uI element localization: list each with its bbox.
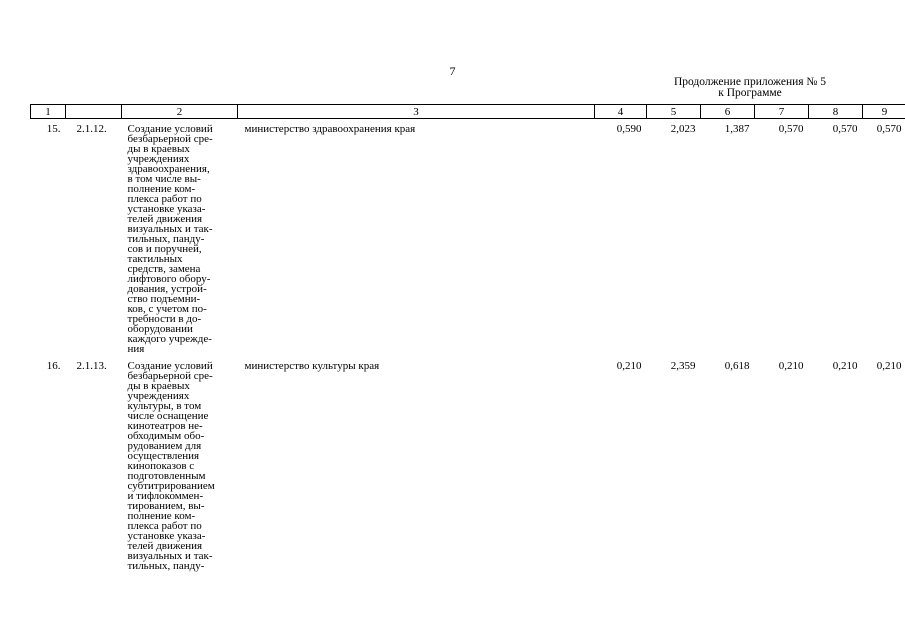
header-col-9: 9 — [863, 105, 905, 119]
row-name-line: тильных, панду- — [127, 233, 205, 245]
row-name-line: установке указа- — [127, 203, 206, 215]
row-number: 15. — [46, 123, 61, 135]
row-value-col-8: 0,570 — [832, 123, 858, 135]
row-value-col-4: 0,590 — [616, 123, 642, 135]
row-value-col-9: 0,570 — [876, 123, 902, 135]
row-name-line: ния — [127, 343, 145, 355]
row-name-line: средств, замена — [127, 263, 201, 275]
row-name-line: ство подъемни- — [127, 293, 201, 305]
row-number: 16. — [46, 360, 61, 372]
row-value-col-7: 0,570 — [778, 123, 804, 135]
row-name-line: плекса работ по — [127, 520, 202, 532]
row-value-col-9: 0,210 — [876, 360, 902, 372]
row-name-line: требности в до- — [127, 313, 202, 325]
row-name-line: рудованием для — [127, 440, 202, 452]
row-name-line: каждого учрежде- — [127, 333, 212, 345]
row-name-line: телей движения — [127, 540, 203, 552]
row-name-line: визуальных и так- — [127, 223, 213, 235]
row-name-line: ды в краевых — [127, 143, 190, 155]
row-name-line: кинопоказов с — [127, 460, 195, 472]
header-col-1: 1 — [31, 105, 66, 119]
table-row — [31, 354, 905, 571]
row-name-line: обходимым обо- — [127, 430, 205, 442]
table-header-row — [31, 105, 905, 119]
row-value-col-7: 0,210 — [778, 360, 804, 372]
row-organization: министерство культуры края — [244, 360, 380, 372]
row-name-line: безбарьерной сре- — [127, 370, 213, 382]
row-value-col-5: 2,023 — [670, 123, 696, 135]
row-name-line: полнение ком- — [127, 510, 196, 522]
row-name-line: тактильных — [127, 253, 183, 265]
row-name-line: тильных, панду- — [127, 560, 205, 572]
header-col-8: 8 — [809, 105, 863, 119]
continuation-line-1: Продолжение приложения № 5 — [673, 76, 827, 88]
row-name-line: плекса работ по — [127, 193, 202, 205]
row-name-line: здравоохранения, — [127, 163, 210, 175]
header-col-code — [66, 105, 122, 119]
row-code: 2.1.13. — [76, 360, 107, 372]
row-name-line: в том числе вы- — [127, 173, 201, 185]
row-name-line: тированием, вы- — [127, 500, 205, 512]
row-name-line: дования, устрой- — [127, 283, 207, 295]
page-number: 7 — [449, 64, 456, 78]
row-name-line: Создание условий — [127, 360, 213, 372]
row-name-lines — [128, 124, 238, 354]
continuation-line-2: к Программе — [718, 87, 782, 99]
row-name-line: полнение ком- — [127, 183, 196, 195]
header-col-4: 4 — [595, 105, 647, 119]
row-organization: министерство здравоохранения края — [244, 123, 416, 135]
row-code: 2.1.12. — [76, 123, 107, 135]
row-name-line: и тифлокоммен- — [127, 490, 204, 502]
row-value-col-8: 0,210 — [832, 360, 858, 372]
row-value-col-5: 2,359 — [670, 360, 696, 372]
row-name-line: субтитрированием — [127, 480, 215, 492]
row-name-line: осуществления — [127, 450, 200, 462]
row-name-line: визуальных и так- — [127, 550, 213, 562]
row-name-line: кинотеатров не- — [127, 420, 203, 432]
header-col-5: 5 — [647, 105, 701, 119]
table-row — [31, 119, 905, 355]
row-name-line: сов и поручней, — [127, 243, 202, 255]
row-name-line: культуры, в том — [127, 400, 202, 412]
row-name-line: учреждениях — [127, 153, 190, 165]
row-name-lines — [128, 361, 238, 571]
row-name-line: безбарьерной сре- — [127, 133, 213, 145]
row-name — [122, 119, 238, 355]
row-value-col-6: 1,387 — [724, 123, 750, 135]
row-name-line: лифтового обору- — [127, 273, 211, 285]
row-name-line: ков, с учетом по- — [127, 303, 207, 315]
row-value-col-6: 0,618 — [724, 360, 750, 372]
header-col-7: 7 — [755, 105, 809, 119]
row-name-line: телей движения — [127, 213, 203, 225]
row-name-line: ды в краевых — [127, 380, 190, 392]
program-table — [30, 104, 905, 571]
row-name-line: Создание условий — [127, 123, 213, 135]
row-value-col-4: 0,210 — [616, 360, 642, 372]
row-name-line: оборудовании — [127, 323, 193, 335]
row-name — [122, 354, 238, 571]
row-name-line: числе оснащение — [127, 410, 209, 422]
continuation-note — [640, 77, 860, 99]
row-name-line: установке указа- — [127, 530, 206, 542]
header-col-6: 6 — [701, 105, 755, 119]
row-name-line: учреждениях — [127, 390, 190, 402]
header-col-3: 3 — [238, 105, 595, 119]
row-name-line: подготовленным — [127, 470, 206, 482]
header-col-2: 2 — [122, 105, 238, 119]
